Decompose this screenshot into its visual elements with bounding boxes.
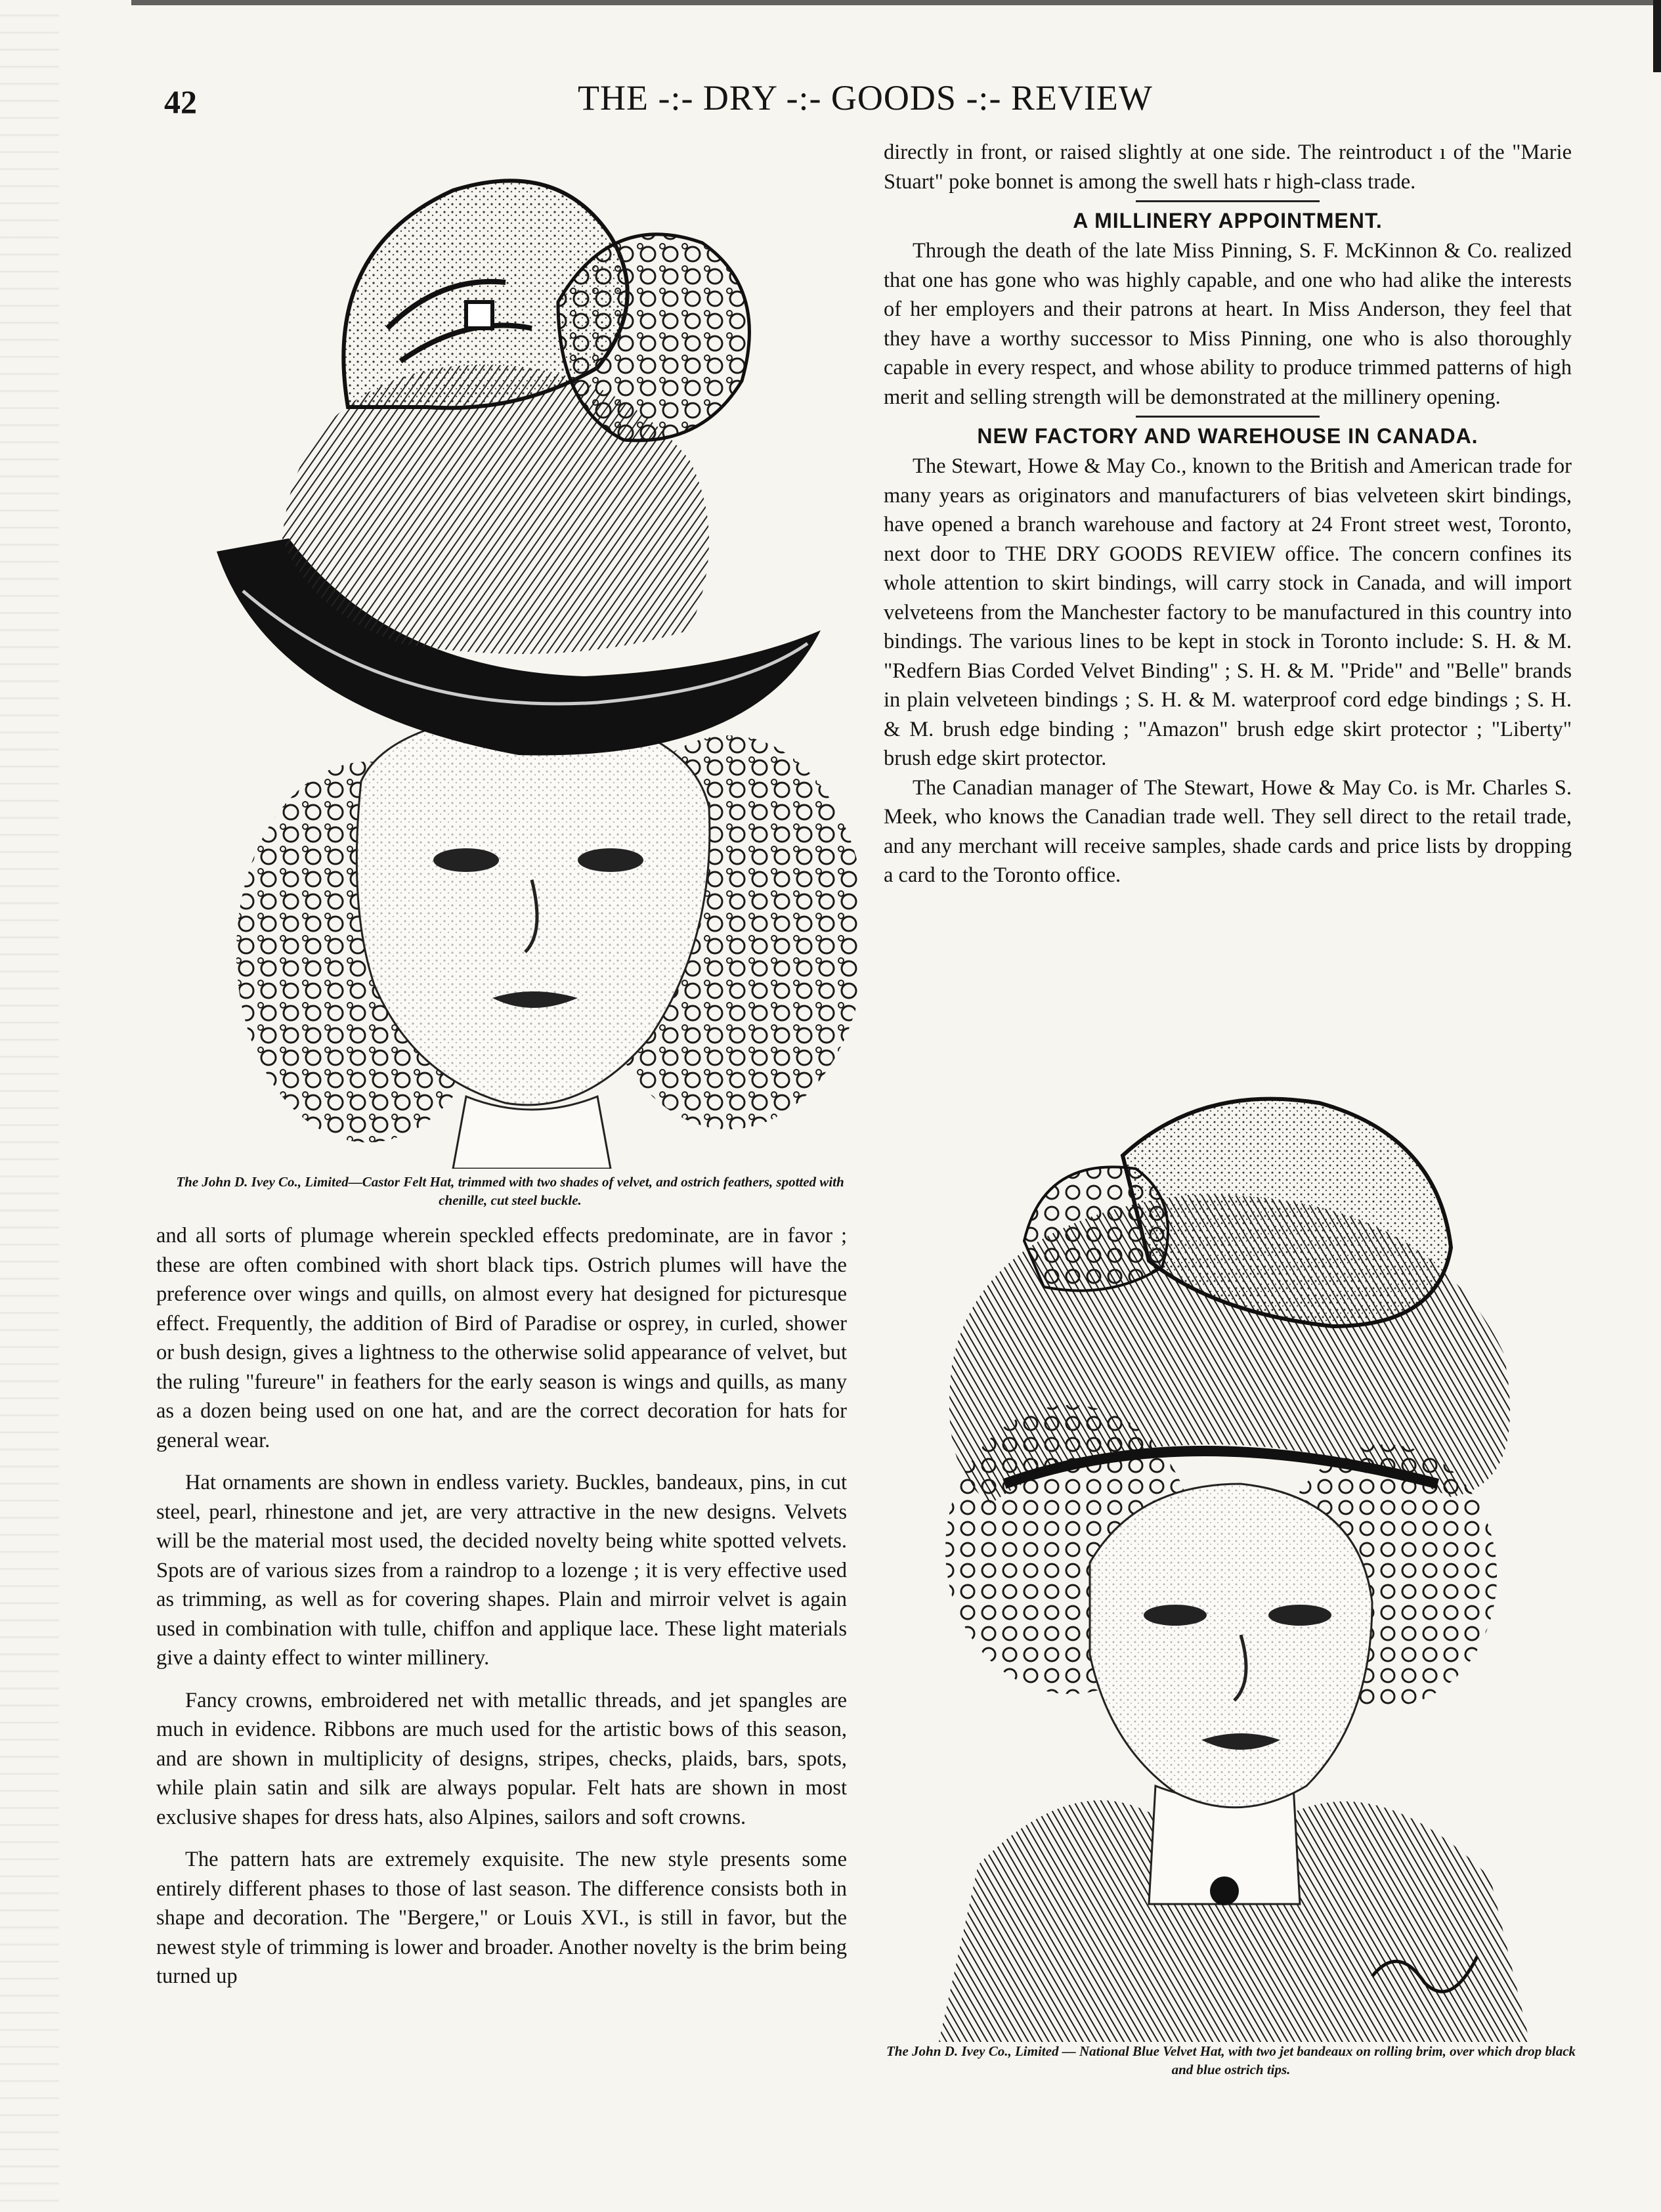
article-paragraph: Through the death of the late Miss Pinning, S. F. McKinnon & Co. realized that one has gone who was highly capable, and one who had alike the interests of her employers and their patrons at heart. In Miss Anderson, they feel that they have a worthy successor to Miss Pinning, one who is also thoroughly capable in every respect, and whose ability to produce trimmed patterns of high merit and selling strength will be demonstrated at the millinery opening. bbox=[884, 239, 1572, 409]
section-divider bbox=[1136, 200, 1320, 202]
page-top-border bbox=[131, 0, 1661, 5]
section-heading-factory: NEW FACTORY AND WAREHOUSE IN CANADA. bbox=[977, 424, 1478, 448]
section-heading-millinery: A MILLINERY APPOINTMENT. bbox=[1073, 209, 1383, 232]
article-paragraph: The pattern hats are extremely exquisite. The new style presents some entirely different phases to those of last season. The difference consists both in shape and decoration. The "Bergere," or Louis XVI., is still in favor, but the newest style of trimming is lower and broader. Another novelty is the brim being turned up bbox=[156, 1848, 847, 1988]
page-number: 42 bbox=[164, 83, 197, 120]
illustration-2-caption: The John D. Ivey Co., Limited — National Blue Velvet Hat, with two jet bandeaux on rolling brim, over which drop black and blue ostrich tips. bbox=[886, 2043, 1576, 2077]
article-paragraph: The Stewart, Howe & May Co., known to the British and American trade for many years as originators and manufacturers of bias velveteen skirt bindings, have opened a branch warehouse and factory at 24 Front street west, Toronto, next door to THE DRY GOODS REVIEW office. The concern confines its whole attention to skirt bindings, will carry stock in Canada, and will import velveteens from the Manchester factory to be manufactured in this country into bindings. The various lines to be kept in stock in Toronto include: S. H. & M. "Redfern Bias Corded Velvet Binding" ; S. H. & M. "Pride" and "Belle" brands in plain velveteen bindings ; S. H. & M. waterproof cord edge bindings ; S. H. & M. brush edge binding ; "Amazon" brush edge skirt protector ; "Liberty" brush edge skirt protector. bbox=[884, 454, 1572, 770]
illustration-1-caption: The John D. Ivey Co., Limited—Castor Felt Hat, trimmed with two shades of velvet, and ostrich feathers, spotted with chenille, cut steel buckle. bbox=[176, 1174, 844, 1208]
article-paragraph: Fancy crowns, embroidered net with metallic threads, and jet spangles are much in evidence. Ribbons are much used for the artistic bows of this season, and are shown in multiplicity of designs, stripes, checks, plaids, bars, spots, while plain satin and silk are always popular. Felt hats are shown in most exclusive shapes for dress hats, also Alpines, sailors and soft crowns. bbox=[156, 1688, 847, 1829]
article-paragraph: Hat ornaments are shown in endless variety. Buckles, bandeaux, pins, in cut steel, pearl, rhinestone and jet, are very attractive in the new designs. Velvets will be the material most used, the decided novelty being white spotted velvets. Spots are of various sizes from a raindrop to a lozenge ; it is very effective used as trimming, as well as for covering shapes. Plain and mirroir velvet is again used in combination with tulle, chiffon and applique lace. These light materials give a dainty effect to winter millinery. bbox=[156, 1471, 847, 1670]
scan-margin-noise bbox=[0, 0, 59, 2212]
running-head-title: THE -:- DRY -:- GOODS -:- REVIEW bbox=[578, 78, 1153, 118]
left-column-article bbox=[156, 1221, 847, 1991]
section-divider bbox=[1136, 416, 1320, 418]
article-paragraph: The Canadian manager of The Stewart, Howe & May Co. is Mr. Charles S. Meek, who knows the Canadian trade well. They sell direct to the retail trade, and any merchant will receive samples, shade cards and price lists by dropping a card to the Toronto office. bbox=[884, 775, 1572, 887]
hat-illustration-2 bbox=[873, 1077, 1569, 2042]
right-column-article bbox=[884, 138, 1572, 890]
article-paragraph: and all sorts of plumage wherein speckled effects predominate, are in favor ; these are often combined with short black tips. Ostrich plumes will have the preference over wings and quills, on almost every hat designed for picturesque effect. Frequently, the addition of Bird of Paradise or osprey, in curled, shower or bush design, gives a lightness to the otherwise solid appearance of velvet, but the ruling "fureure" in feathers for the early season is wings and quills, as many as a dozen being used on one hat, and are the correct decoration for hats for general wear. bbox=[156, 1224, 847, 1452]
page-right-border bbox=[1653, 0, 1661, 72]
hat-illustration-1 bbox=[190, 131, 860, 1169]
article-paragraph: directly in front, or raised slightly at one side. The reintroduct ı of the "Marie Stuart" poke bonnet is among the swell hats r high-class trade. bbox=[884, 141, 1572, 194]
